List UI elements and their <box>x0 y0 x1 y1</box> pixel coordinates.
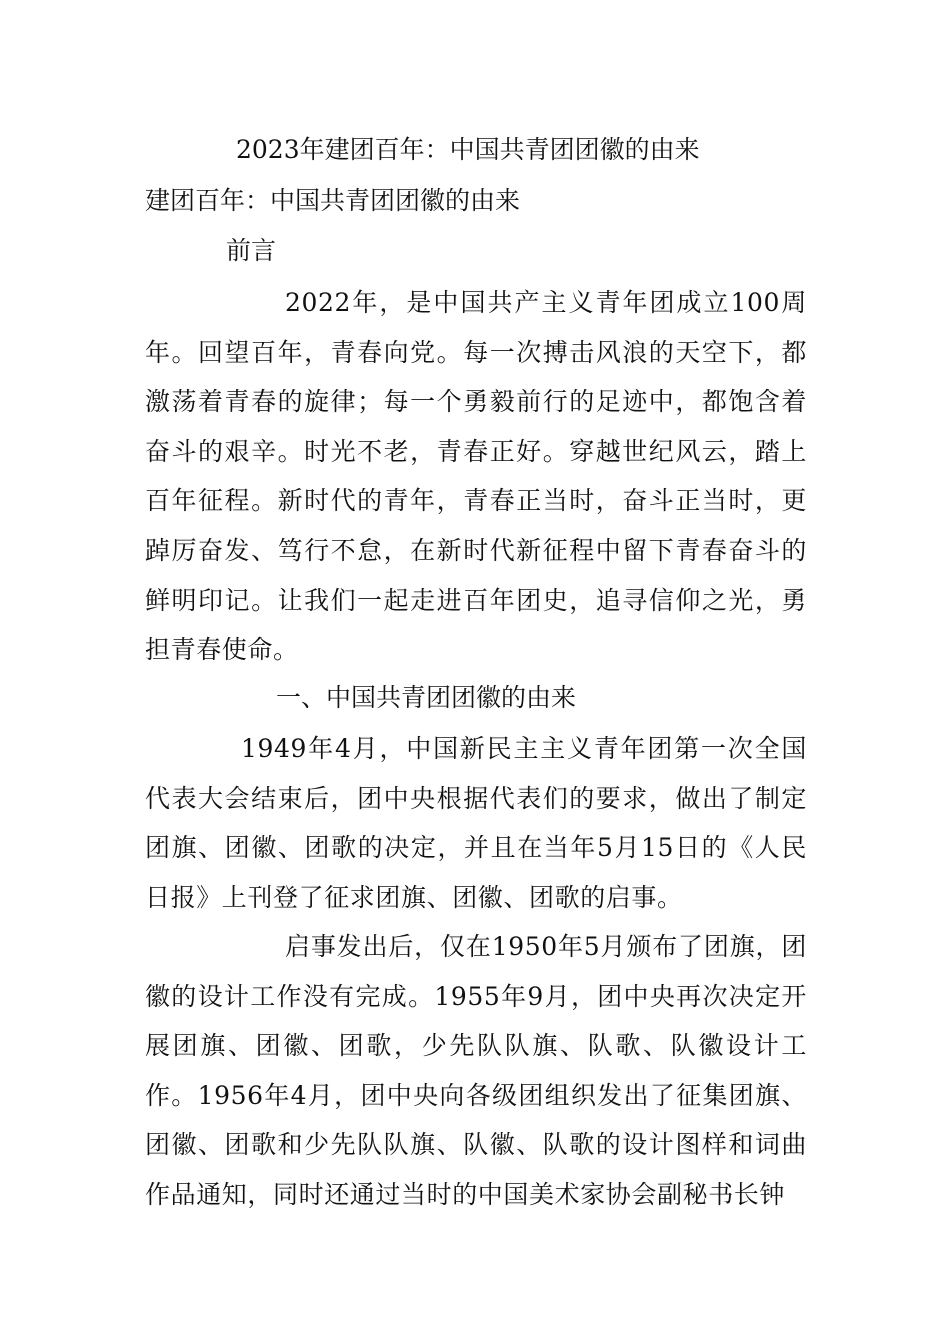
section-heading: 一、中国共青团团徽的由来 <box>276 683 577 712</box>
preface-paragraph: 2022年，是中国共产主义青年团成立100周年。回望百年，青春向党。每一次搏击风浪的天空下，都激荡着青春的旋律；每一个勇毅前行的足迹中，都饱含着奋斗的艰辛。时光不老，青春正好。穿越世纪风云，踏上百年征程。新时代的青年，青春正当时，奋斗正当时，更踔厉奋发、笃行不怠，在新时代新征程中留下青春奋斗的鲜明印记。让我们一起走进百年团史，追寻信仰之光，勇担青春使命。 <box>145 288 807 665</box>
preface-heading: 前言 <box>226 236 277 265</box>
section-paragraph-2: 启事发出后，仅在1950年5月颁布了团旗，团徽的设计工作没有完成。1955年9月，团中央再次决定开展团旗、团徽、团歌，少先队队旗、队歌、队徽设计工作。1956年4月，团中央向各级团组织发出了征集团旗、团徽、团歌和少先队队旗、队徽、队歌的设计图样和词曲作品通知，同时还通过当时的中国美术家协会副秘书长钟 <box>145 932 807 1209</box>
section-paragraph-1: 1949年4月，中国新民主主义青年团第一次全国代表大会结束后，团中央根据代表们的要求，做出了制定团旗、团徽、团歌的决定，并且在当年5月15日的《人民日报》上刊登了征求团旗、团徽、团歌的启事。 <box>145 734 807 912</box>
document-subtitle: 建团百年：中国共青团团徽的由来 <box>145 186 521 215</box>
document-title: 2023年建团百年：中国共青团团徽的由来 <box>236 135 700 164</box>
